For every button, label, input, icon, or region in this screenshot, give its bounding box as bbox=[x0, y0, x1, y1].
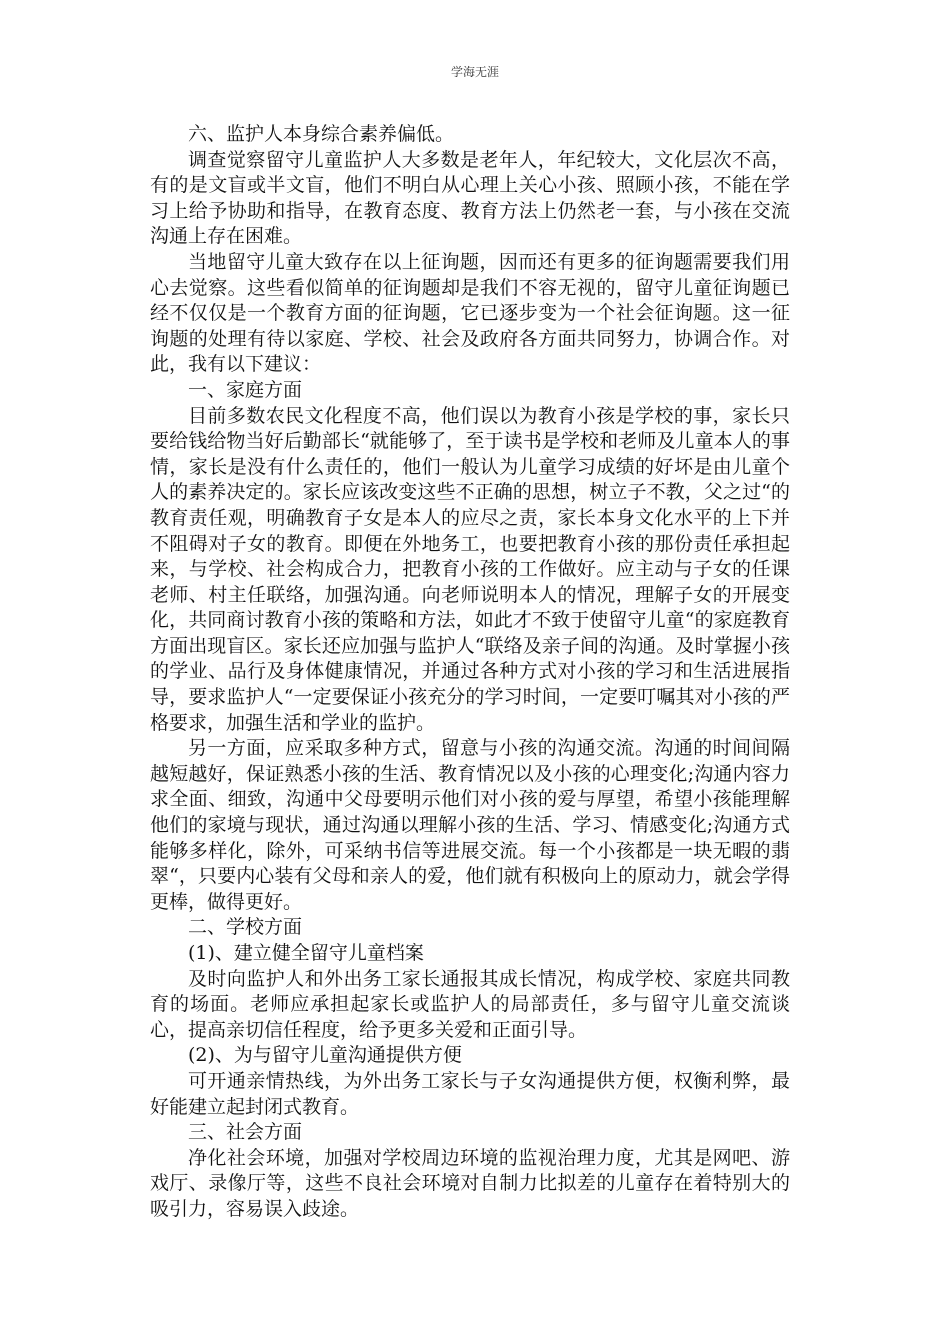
paragraph-school-hotline: 可开通亲情热线，为外出务工家长与子女沟通提供方便，权衡利弊，最好能建立起封闭式教育。 bbox=[150, 1069, 790, 1118]
heading-society: 三、社会方面 bbox=[188, 1121, 303, 1144]
subheading-school-communication: (2)、为与留守儿童沟通提供方便 bbox=[188, 1044, 462, 1067]
page-header: 学海无涯 bbox=[450, 65, 499, 79]
paragraph-suggestions-intro: 当地留守儿童大致存在以上征询题，因而还有更多的征询题需要我们用心去觉察。这些看似简单的征询题却是我们不容无视的，留守儿童征询题已经不仅仅是一个教育方面的征询题，它已逐步变为一个社会征询题。这一征询题的处理有待以家庭、学校、社会及政府各方面共同努力，协调合作。对此，我有以下建议： bbox=[150, 250, 790, 376]
paragraph-family-responsibility: 目前多数农民文化程度不高，他们误以为教育小孩是学校的事，家长只要给钱给物当好后勤部长“就能够了，至于读书是学校和老师及儿童本人的事情，家长是没有什么责任的，他们一般认为儿童学习成绩的好坏是由儿童个人的素养决定的。家长应该改变这些不正确的思想，树立子不教，父之过“的教育责任观，明确教育子女是本人的应尽之责，家长本身文化水平的上下并不阻碍对子女的教育。即便在外地务工，也要把教育小孩的那份责任承担起来，与学校、社会构成合力，把教育小孩的工作做好。应主动与子女的任课老师、村主任联络，加强沟通。向老师说明本人的情况，理解子女的开展变化，共同商讨教育小孩的策略和方法，如此才不致于使留守儿童“的家庭教育方面出现盲区。家长还应加强与监护人“联络及亲子间的沟通。及时掌握小孩的学业、品行及身体健康情况，并通过各种方式对小孩的学习和生活进展指导，要求监护人“一定要保证小孩充分的学习时间，一定要叮嘱其对小孩的严格要求，加强生活和学业的监护。 bbox=[150, 404, 790, 734]
document-body bbox=[150, 122, 790, 1223]
paragraph-school-archives: 及时向监护人和外出务工家长通报其成长情况，构成学校、家庭共同教育的场面。老师应承担起家长或监护人的局部责任，多与留守儿童交流谈心，提高亲切信任程度，给予更多关爱和正面引导。 bbox=[150, 967, 790, 1041]
heading-school: 二、学校方面 bbox=[188, 916, 303, 939]
paragraph-family-communication: 另一方面，应采取多种方式，留意与小孩的沟通交流。沟通的时间间隔越短越好，保证熟悉小孩的生活、教育情况以及小孩的心理变化;沟通内容力求全面、细致，沟通中父母要明示他们对小孩的爱与厚望，希望小孩能理解他们的家境与现状，通过沟通以理解小孩的生活、学习、情感变化;沟通方式能够多样化，除外，可采纳书信等进展交流。每一个小孩都是一块无暇的翡翠“，只要内心装有父母和亲人的爱，他们就有积极向上的原动力，就会学得更棒，做得更好。 bbox=[150, 737, 790, 913]
paragraph-society-environment: 净化社会环境，加强对学校周边环境的监视治理力度，尤其是网吧、游戏厅、录像厅等，这些不良社会环境对自制力比拟差的儿童存在着特别大的吸引力，容易误入歧途。 bbox=[150, 1146, 790, 1220]
paragraph-guardian-quality: 调查觉察留守儿童监护人大多数是老年人，年纪较大，文化层次不高，有的是文盲或半文盲，他们不明白从心理上关心小孩、照顾小孩，不能在学习上给予协助和指导，在教育态度、教育方法上仍然老一套，与小孩在交流沟通上存在困难。 bbox=[150, 148, 790, 248]
subheading-school-archives: (1)、建立健全留守儿童档案 bbox=[188, 942, 424, 964]
heading-family: 一、家庭方面 bbox=[188, 378, 303, 401]
paragraph-section-six-title: 六、监护人本身综合素养偏低。 bbox=[188, 123, 455, 145]
